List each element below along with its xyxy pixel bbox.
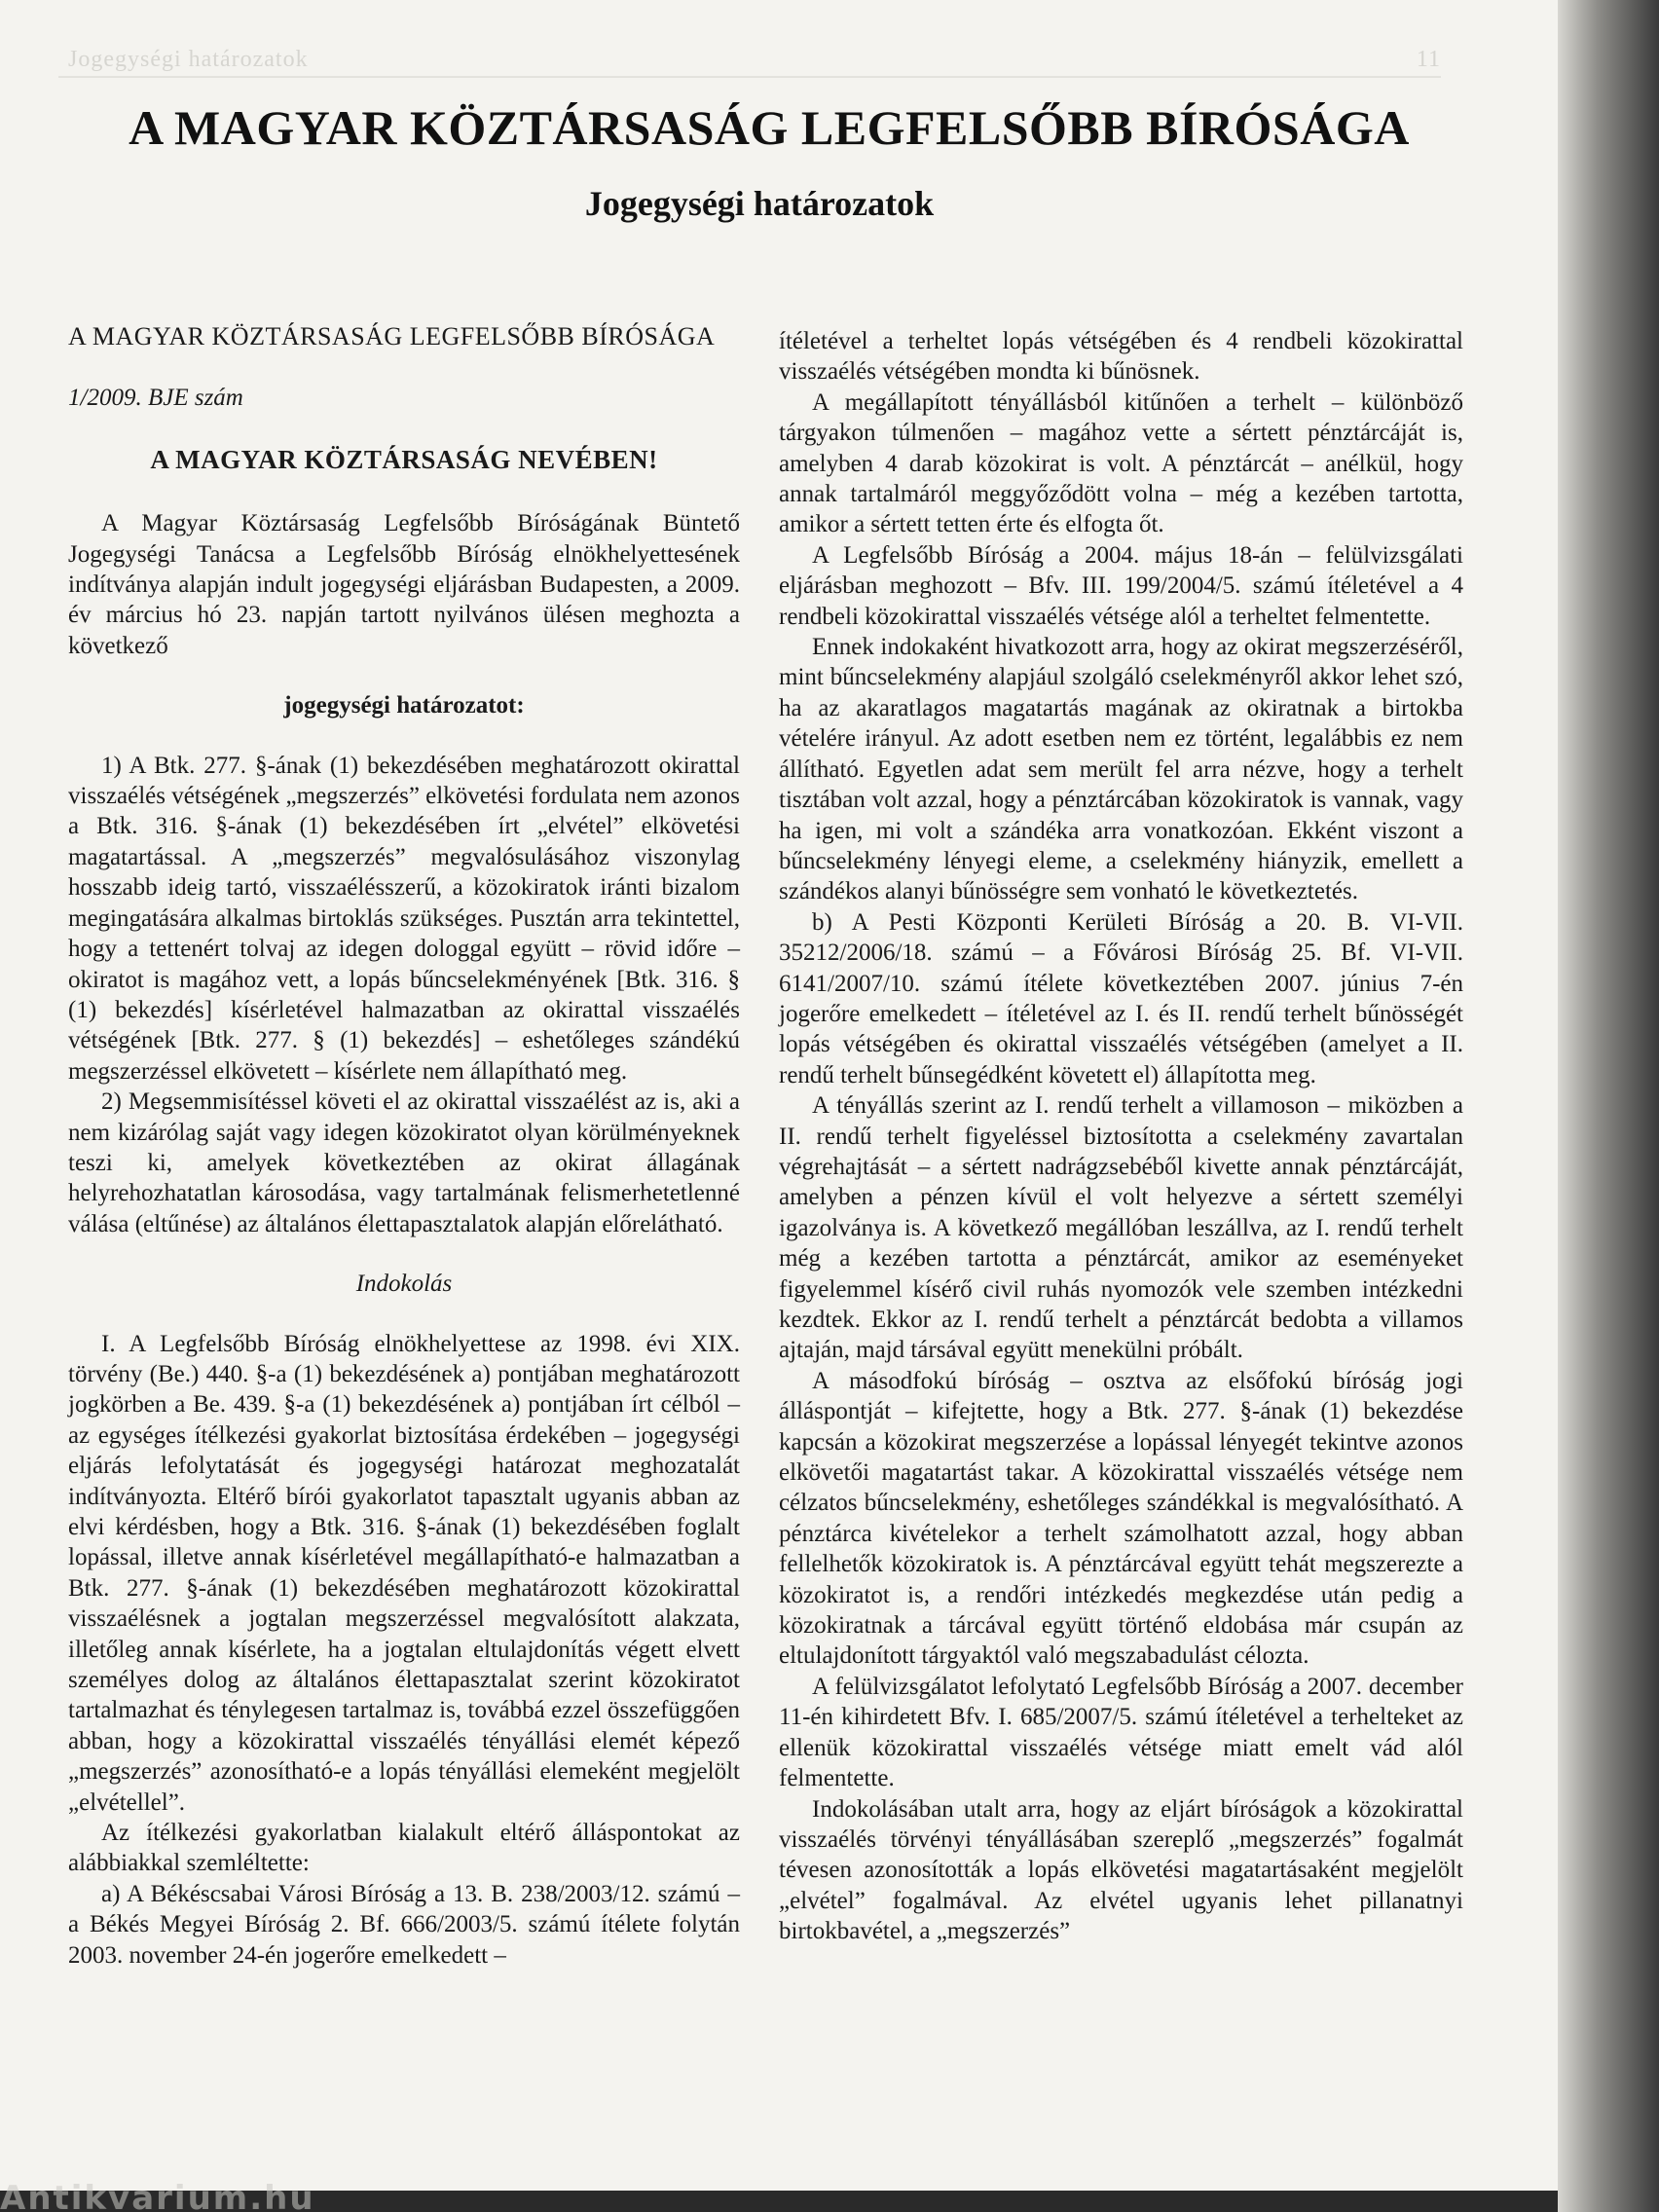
page-subtitle: Jogegységi határozatok <box>584 184 935 223</box>
reasoning-paragraph-2: Az ítélkezési gyakorlatban kialakult eltérő álláspontokat az alábbiakkal szemléltette: <box>68 1820 740 1877</box>
left-column <box>68 321 740 1971</box>
intro-paragraph: A Magyar Köztársaság Legfelsőbb Bíróságának Büntető Jogegységi Tanácsa a Legfelsőbb Bíróság elnökhelyettesének indítványa alapján indult jogegységi eljárásban Budapesten, a 2009. év március hó 23. napján tartott nyilvános ülésen meghozta a következő <box>68 510 740 659</box>
resolution-heading: jogegységi határozatot: <box>283 692 525 719</box>
bleed-through-header <box>58 47 1441 78</box>
bleed-through-page-number: 11 <box>1416 47 1441 72</box>
court-name: A MAGYAR KÖZTÁRSASÁG LEGFELSŐBB BÍRÓSÁGA <box>68 322 716 350</box>
in-the-name-heading: A MAGYAR KÖZTÁRSASÁG NEVÉBEN! <box>150 444 658 474</box>
resolution-point-2: 2) Megsemmisítéssel követi el az okirattal visszaélést az is, aki a nem kizárólag saját vagy idegen közokiratot olyan körülményeknek teszi ki, amelyek következtében az okirat állagának helyrehozhatatlan károsodása, vagy tartalmának felismerhetetlenné válása (eltűnése) az általános élettapasztalatok alapján előrelátható. <box>68 1088 740 1237</box>
right-paragraph-1: ítéletével a terheltet lopás vétségében és 4 rendbeli közokirattal visszaélés vétségében mondta ki bűnösnek. <box>779 328 1463 386</box>
page-edge-shadow <box>1558 0 1659 2212</box>
reasoning-heading: Indokolás <box>355 1271 453 1298</box>
right-paragraph-2: A megállapított tényállásból kitűnően a terhelt – különböző tárgyakon túlmenően – magához vette a sértett pénztárcáját is, amelyben 4 darab közokirat is volt. A pénztárcát – anélkül, hogy annak tartalmáról meggyőződött volna – még a kezében tartotta, amikor a sértett tetten érte és elfogta őt. <box>779 388 1463 538</box>
reasoning-paragraph-3: a) A Békéscsabai Városi Bíróság a 13. B. 238/2003/12. számú – a Békés Megyei Bíróság 2. Bf. 666/2003/5. számú ítélete folytán 2003. november 24-én jogerőre emelkedett – <box>68 1880 740 1969</box>
watermark: Antikvarium.hu <box>0 2179 315 2212</box>
right-paragraph-3: A Legfelsőbb Bíróság a 2004. május 18-án – felülvizsgálati eljárásban meghozott – Bfv. III. 199/2004/5. számú ítéletével a 4 rendbeli közokirattal visszaélés vétsége alól a terheltet felmentette. <box>779 541 1463 630</box>
right-paragraph-9: Indokolásában utalt arra, hogy az eljárt bíróságok a közokirattal visszaélés törvényi tényállásában szereplő „megszerzés” fogalmát tévesen azonosították a lopás elkövetési magatartásaként megjelölt „elvétel” fogalmával. Az elvétel ugyanis lehet pillanatnyi birtokbavétel, a „megszerzés” <box>779 1795 1463 1945</box>
page-title: A MAGYAR KÖZTÁRSASÁG LEGFELSŐBB BÍRÓSÁGA <box>129 100 1410 155</box>
right-column <box>779 326 1463 1947</box>
bleed-through-header-left: Jogegységi határozatok <box>68 47 309 72</box>
right-paragraph-7: A másodfokú bíróság – osztva az elsőfokú bíróság jogi álláspontját – kifejtette, hogy a Btk. 277. §-ának (1) bekezdése kapcsán a közokirat megszerzése a lopással lényegét tekintve azonos elkövetői magatartást takar. A közokirattal visszaélés vétsége nem célzatos bűncselekmény, eshetőleges szándékkal is megvalósítható. A pénztárca kivételekor a terhelt számolhatott azzal, hogy abban fellelhetők közokiratok is. A pénztárcával együtt tehát megszerezte a közokiratot is, a rendőri intézkedés megkezdése után pedig a közokiratnak a tárcával együtt történő eldobása már csupán az eltulajdonított tárgyaktól való megszabadulást célozta. <box>779 1367 1463 1670</box>
resolution-point-1: 1) A Btk. 277. §-ának (1) bekezdésében meghatározott okirattal visszaélés vétségének „megszerzés” elkövetési fordulata nem azonos a Btk. 316. §-ának (1) bekezdésében írt „elvétel” elkövetési magatartással. A „megszerzés” megvalósulásához viszonylag hosszabb ideig tartó, visszaélésszerű, a közokiratok iránti bizalom megingatására alkalmas birtoklás szükséges. Pusztán arra tekintettel, hogy a tettenért tolvaj az idegen dologgal együtt – rövid időre – okiratot is magához vett, a lopás bűncselekményének [Btk. 316. § (1) bekezdés] kísérletével halmazatban az okirattal visszaélés vétségének [Btk. 277. § (1) bekezdés] – eshetőleges szándékú megszerzéssel elkövetett – kísérlete nem állapítható meg. <box>68 752 740 1085</box>
right-paragraph-8: A felülvizsgálatot lefolytató Legfelsőbb Bíróság a 2007. december 11-én kihirdetett Bfv. I. 685/2007/5. számú ítéletével a terhelteket az ellenük közokirattal visszaélés vétsége miatt emelt vád alól felmentette. <box>779 1673 1463 1792</box>
right-paragraph-6: A tényállás szerint az I. rendű terhelt a villamoson – miközben a II. rendű terhelt figyeléssel biztosította a cselekmény zavartalan végrehajtását – a sértett nadrágzsebéből kivette annak pénztárcáját, amelyben a pénzen kívül el volt helyezve a sértett személyi igazolványa is. A következő megállóban leszállva, az I. rendű terhelt még a kezében tartotta a pénztárcát, amikor az eseményeket figyelemmel kísérő civil ruhás nyomozók vele szemben intézkedni kezdtek. Ekkor az I. rendű terhelt a pénztárcát bedobta a villamos ajtaján, majd társával együtt menekülni próbált. <box>779 1092 1463 1364</box>
right-paragraph-5: b) A Pesti Központi Kerületi Bíróság a 20. B. VI-VII. 35212/2006/18. számú – a Fővárosi Bíróság 25. Bf. VI-VII. 6141/2007/10. számú ítélete következtében 2007. június 7-én jogerőre emelkedett – ítéletével az I. és II. rendű terhelt bűnösségét lopás vétségében és okirattal visszaélés vétségében (amelyet a II. rendű terhelt bűnsegédként követett el) állapította meg. <box>779 908 1463 1088</box>
case-number: 1/2009. BJE szám <box>68 385 243 412</box>
right-paragraph-4: Ennek indokaként hivatkozott arra, hogy az okirat megszerzéséről, mint bűncselekmény alapjául szolgáló cselekményről akkor lehet szó, ha az akaratlagos magatartás magának az okiratnak a birtokba vételére irányul. Az adott esetben nem ez történt, legalábbis ez nem állítható. Egyetlen adat sem merült fel arra nézve, hogy a terhelt tisztában volt azzal, hogy a pénztárcában közokiratok is vannak, vagy ha igen, mi volt a szándéka arra vonatkozóan. Ekként viszont a bűncselekmény lényegi eleme, a cselekmény hiányzik, emellett a szándékos alanyi bűnösségre sem vonható le következtetés. <box>779 634 1463 905</box>
reasoning-paragraph-1: I. A Legfelsőbb Bíróság elnökhelyettese az 1998. évi XIX. törvény (Be.) 440. §-a (1) bekezdésének a) pontjában meghatározott jogkörben a Be. 439. §-a (1) bekezdésének a) pontjában írt célból – az egységes ítélkezési gyakorlat biztosítása érdekében – jogegységi eljárás lefolytatását és jogegységi határozat meghozatalát indítványozta. Eltérő bírói gyakorlatot tapasztalt ugyanis abban az elvi kérdésben, hogy a Btk. 316. §-ának (1) bekezdésében foglalt lopással, illetve annak kísérletével megállapítható-e halmazatban a Btk. 277. §-ának (1) bekezdésében meghatározott közokirattal visszaélésnek a jogtalan megszerzéssel megvalósított alakzata, illetőleg annak kísérlete, ha a jogtalan eltulajdonítás végett elvett személyes dolog az általános élettapasztalat szerint közokiratot tartalmazhat és ténylegesen tartalmaz is, továbbá ezzel összefüggően abban, hogy a közokirattal visszaélés tényállási elemét képező „megszerzés” azonosítható-e a lopás tényállási elemeként megjelölt „elvétellel”. <box>68 1330 740 1816</box>
